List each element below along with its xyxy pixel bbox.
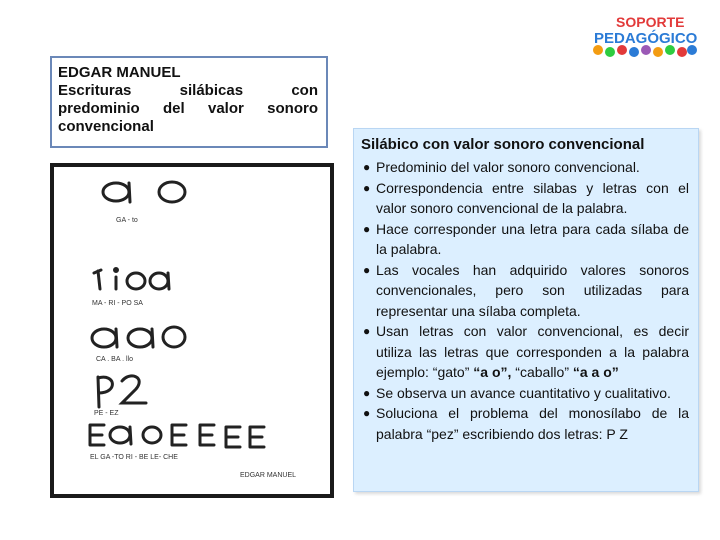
list-item: ● Soluciona el problema del monosílabo de la palabra “pez” escribiendo dos letras: P Z [363,405,689,442]
bullet-icon: ● [363,324,371,338]
title-line-2: Escrituras silábicas con [58,82,318,99]
title-line-4: convencional [58,118,154,135]
list-item: ● Se observa un avance cuantitativo y cualitativo. [361,383,689,404]
handwriting-row-5 [90,425,264,447]
bullet-icon: ● [363,406,371,420]
student-name: EDGAR MANUEL [58,64,181,81]
description-panel [353,128,699,492]
bullet-icon: ● [363,160,371,174]
bullet-icon: ● [363,221,371,236]
characteristics-list [361,157,689,444]
list-item: ● Las vocales han adquirido valores sonoros convencionales, pero son utilizadas para representar una sílaba completa. [363,261,689,319]
handwriting-row-4 [98,376,146,407]
syllables-row-3: CA . BA . llo [96,356,133,363]
title-line-3: predominio del valor sonoro [58,100,318,117]
bullet-icon: ● [363,180,371,195]
list-item: ● Predominio del valor sonoro convencional. [361,157,689,178]
syllables-row-5: EL GA -TO RI - BE LE- CHE [90,454,178,461]
list-item: ● Correspondencia entre silabas y letras con el valor sonoro convencional de la palabra. [363,179,689,216]
handwriting-paper [54,167,330,494]
syllables-row-2: MA - RI - PO SA [92,300,143,307]
list-item: ● Hace corresponder una letra para cada sílaba de la palabra. [363,220,689,257]
title-box [50,56,328,148]
list-item: ● Usan letras con valor convencional, es decir utiliza las letras que corresponden a la palabra ejemplo: “gato” “a o”, “caballo” “a a o” [363,323,689,380]
bullet-icon: ● [363,262,371,277]
syllables-row-4: PE - EZ [94,410,119,417]
soporte-pedagogico-logo [588,10,700,58]
bullet-icon: ● [363,385,371,400]
handwriting-row-2 [94,269,169,290]
handwriting-row-3 [92,327,185,347]
handwriting-row-1 [103,182,185,202]
handwriting-drawing [54,167,330,494]
logo-text-1: SOPORTE [616,14,685,30]
handwriting-sample [50,163,334,498]
signature: EDGAR MANUEL [240,472,297,479]
panel-heading: Silábico con valor sonoro convencional [361,136,645,153]
syllables-row-1: GA - to [116,217,138,224]
logo-text-2: PEDAGÓGICO [594,30,698,47]
